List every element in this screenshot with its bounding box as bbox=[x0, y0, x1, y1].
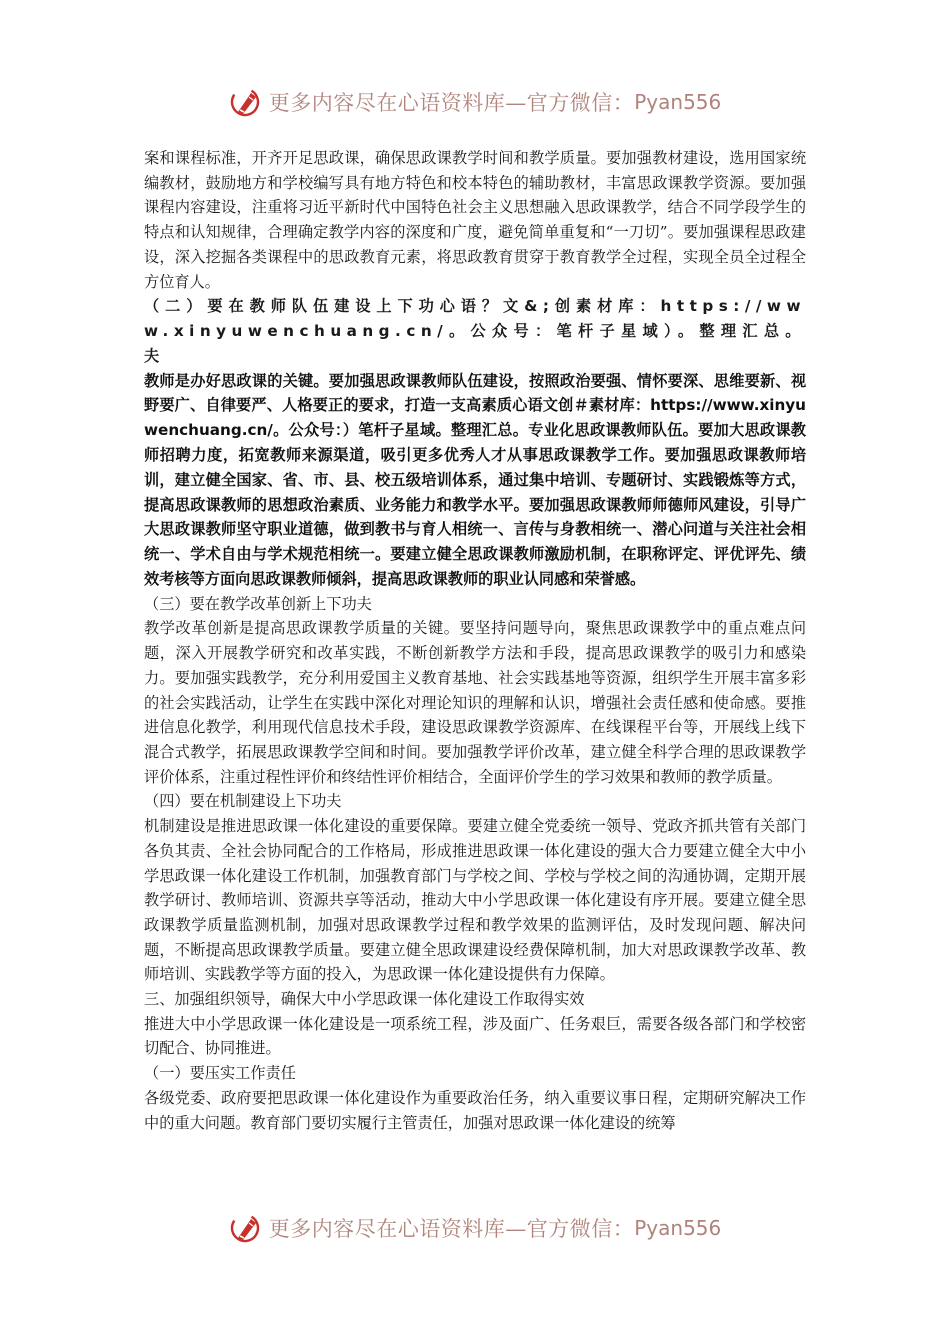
pen-nib-logo-icon bbox=[229, 1211, 263, 1245]
paragraph-work-responsibility: 各级党委、政府要把思政课一体化建设作为重要政治任务，纳入重要议事日程，定期研究解决工作中的重大问题。教育部门要切实履行主管责任，加强对思政课一体化建设的统筹 bbox=[144, 1088, 806, 1132]
banner-wechat-handle: Pyan556 bbox=[634, 1216, 722, 1240]
heading-organization-leadership: 三、加强组织领导，确保大中小学思政课一体化建设工作取得实效 bbox=[144, 990, 585, 1009]
pen-nib-logo-icon bbox=[229, 85, 263, 119]
paragraph-organization-leadership: 推进大中小学思政课一体化建设是一项系统工程，涉及面广、任务艰巨，需要各级各部门和学校密切配合、协同推进。 bbox=[144, 1014, 806, 1058]
heading-work-responsibility: （一）要压实工作责任 bbox=[144, 1064, 296, 1083]
paragraph-teaching-reform: 教学改革创新是提高思政课教学质量的关键。要坚持问题导向，聚焦思政课教学中的重点难点问题，深入开展教学研究和改革实践，不断创新教学方法和手段，提高思政课教学的吸引力和感染力。要加强实践教学，充分利用爱国主义教育基地、社会实践基地等资源，组织学生开展丰富多彩的社会实践活动，让学生在实践中深化对理论知识的理解和认识，增强社会责任感和使命感。要推进信息化教学，利用现代信息技术手段，建设思政课教学资源库、在线课程平台等，开展线上线下混合式教学，拓展思政课教学空间和时间。要加强教学评价改革，建立健全科学合理的思政课教学评价体系，注重过程性评价和终结性评价相结合，全面评价学生的学习效果和教师的教学质量。 bbox=[144, 619, 806, 786]
paragraph-mechanism: 机制建设是推进思政课一体化建设的重要保障。要建立健全党委统一领导、党政齐抓共管有关部门各负其责、全社会协同配合的工作格局，形成推进思政课一体化建设的强大合力要建立健全大中小学思政课一体化建设工作机制，加强教育部门与学校之间、学校与学校之间的沟通协调，定期开展教学研讨、教师培训、资源共享等活动，推动大中小学思政课一体化建设有序开展。要建立健全思政课教学质量监测机制，加强对思政课教学过程和教学效果的监测评估，及时发现问题、解决问题，不断提高思政课教学质量。要建立健全思政课建设经费保障机制，加大对思政课教学改革、教师培训、实践教学等方面的投入，为思政课一体化建设提供有力保障。 bbox=[144, 817, 806, 984]
document-body bbox=[144, 146, 806, 1135]
heading-teacher-team: （二）要在教师队伍建设上下功心语？文&;创素材库：https://www.xinyuwenchuang.cn/。公众号：笔杆子星域）。整理汇总。夫 bbox=[144, 297, 806, 365]
banner-wechat-handle: Pyan556 bbox=[634, 90, 722, 114]
paragraph-teacher-team: 教师是办好思政课的关键。要加强思政课教师队伍建设，按照政治要强、情怀要深、思维要新、视野要广、自律要严、人格要正的要求，打造一支高素质心语文创＃素材库：https://www.xinyuwenchuang.cn/。公众号：）笔杆子星域。整理汇总。专业化思政课教师队伍。要加大思政课教师招聘力度，拓宽教师来源渠道，吸引更多优秀人才从事思政课教学工作。要加强思政课教师培训，建立健全国家、省、市、县、校五级培训体系，通过集中培训、专题研讨、实践锻炼等方式，提高思政课教师的思想政治素质、业务能力和教学水平。要加强思政课教师师德师风建设，引导广大思政课教师坚守职业道德，做到教书与育人相统一、言传与身教相统一、潜心问道与关注社会相统一、学术自由与学术规范相统一。要建立健全思政课教师激励机制，在职称评定、评优评先、绩效考核等方面向思政课教师倾斜，提高思政课教师的职业认同感和荣誉感。 bbox=[144, 371, 806, 588]
banner-text: 更多内容尽在心语资料库—官方微信： bbox=[268, 1217, 635, 1241]
footer-watermark-banner bbox=[0, 1206, 950, 1250]
heading-teaching-reform: （三）要在教学改革创新上下功夫 bbox=[144, 594, 372, 613]
heading-mechanism: （四）要在机制建设上下功夫 bbox=[144, 792, 342, 811]
paragraph-curriculum: 案和课程标准，开齐开足思政课，确保思政课教学时间和教学质量。要加强教材建设，选用国家统编教材，鼓励地方和学校编写具有地方特色和校本特色的辅助教材，丰富思政课教学资源。要加强课程内容建设，注重将习近平新时代中国特色社会主义思想融入思政课教学，结合不同学段学生的特点和认知规律，合理确定教学内容的深度和广度，避免简单重复和“一刀切”。要加强课程思政建设，深入挖掘各类课程中的思政教育元素，将思政教育贯穿于教育教学全过程，实现全员全过程全方位育人。 bbox=[144, 149, 806, 291]
banner-text: 更多内容尽在心语资料库—官方微信： bbox=[268, 91, 635, 115]
header-watermark-banner bbox=[0, 80, 950, 124]
